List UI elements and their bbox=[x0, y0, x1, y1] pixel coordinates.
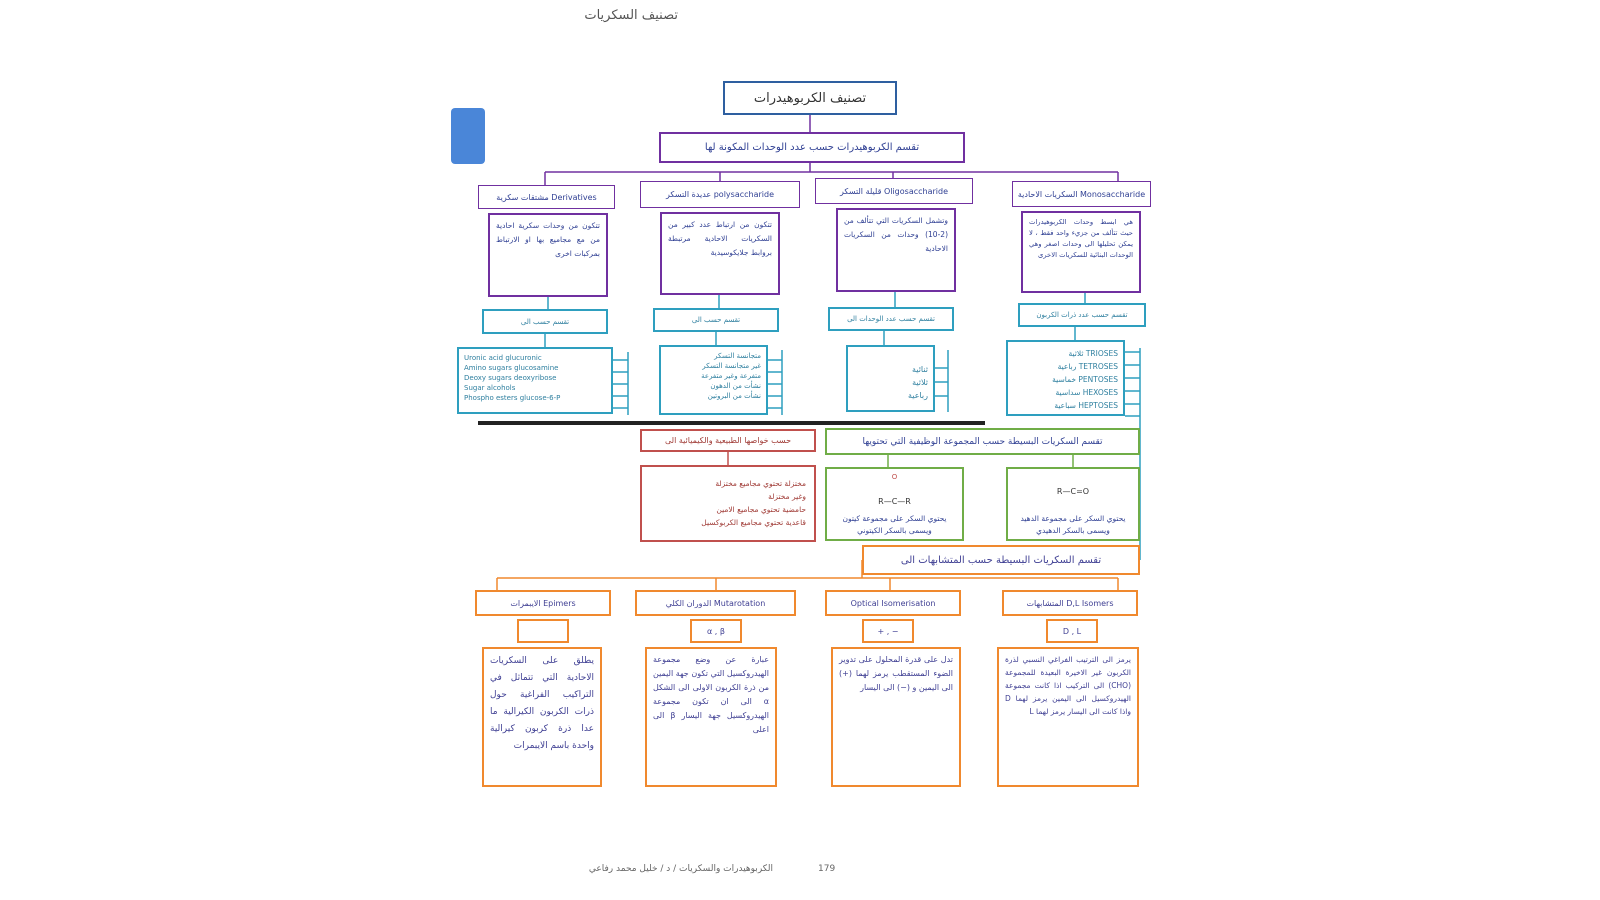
list-item: وغير مختزلة bbox=[768, 492, 806, 501]
category-title-derivatives: Derivatives مشتقات سكرية bbox=[478, 185, 615, 209]
isomer-symbol-epimers bbox=[517, 619, 569, 643]
ketose-desc: يحتوي السكر على مجموعة كيتون ويسمى بالسكر الكيتوني bbox=[842, 514, 947, 535]
list-item: PENTOSES خماسية bbox=[1052, 375, 1118, 384]
blue-tab-marker bbox=[451, 108, 485, 164]
subhead-oligosaccharide: تقسم حسب عدد الوحدات الى bbox=[828, 307, 954, 331]
ketose-formula: R—C—R bbox=[878, 497, 911, 506]
category-desc-monosaccharide: هي ابسط وحدات الكربوهيدرات حيث تتألف من جزيء واحد فقط ، لا يمكن تحليلها الى وحدات اصغر وهي الوحدات البنائية للسكريات الاخرى bbox=[1021, 211, 1141, 293]
category-title-oligosaccharide: Oligosaccharide قليلة التسكر bbox=[815, 178, 973, 204]
list-item: ثنائية bbox=[911, 365, 928, 374]
ketose-oxygen: O bbox=[891, 473, 898, 481]
level1-node: تقسم الكربوهيدرات حسب عدد الوحدات المكونة لها bbox=[659, 132, 965, 163]
list-item: مختزلة تحتوي مجاميع مختزلة bbox=[715, 479, 806, 488]
page-header: تصنيف السكريات bbox=[584, 8, 678, 23]
list-polysaccharide bbox=[659, 345, 768, 415]
list-item: Uronic acid glucuronic bbox=[464, 354, 542, 362]
footer-author: الكربوهيدرات والسكريات / د / خليل محمد رفاعي bbox=[588, 864, 773, 874]
list-item: Phospho esters glucose-6-P bbox=[464, 394, 561, 402]
isomer-desc-optical: تدل على قدرة المحلول على تدوير الضوء المستقطب يرمز لهما (+) الى اليمين و (−) الى اليسار bbox=[831, 647, 961, 787]
isomer-title-mutarotation: Mutarotation الدوران الكلي bbox=[635, 590, 796, 616]
category-desc-polysaccharide: تتكون من ارتباط عدد كبير من السكريات الاحادية مرتبطة بروابط جلايكوسيدية bbox=[660, 212, 780, 295]
list-item: ثلاثية bbox=[912, 378, 928, 387]
subhead-monosaccharide: تقسم حسب عدد ذرات الكربون bbox=[1018, 303, 1146, 327]
page-number: 179 bbox=[818, 864, 836, 874]
list-derivatives bbox=[457, 347, 613, 414]
root-node: تصنيف الكربوهيدرات bbox=[723, 81, 897, 115]
isomer-symbol-optical: + , − bbox=[862, 619, 914, 643]
list-item: قاعدية تحتوي مجاميع الكربوكسيل bbox=[701, 518, 806, 527]
isomer-desc-mutarotation: عبارة عن وضع مجموعة الهيدروكسيل التي تكون جهة اليمين من ذرة الكربون الاولى الى الشكل α الى ان تكون مجموعة الهيدروكسيل جهة اليسار β الى اعلى bbox=[645, 647, 777, 787]
aldose-desc: يحتوي السكر على مجموعة الدهيد ويسمى بالسكر الدهيدي bbox=[1020, 514, 1126, 535]
list-monosaccharide bbox=[1006, 340, 1125, 416]
isomer-title-dl: D,L Isomers المتشابهات bbox=[1002, 590, 1138, 616]
category-title-polysaccharide: polysaccharide عديدة التسكر bbox=[640, 181, 800, 208]
list-oligosaccharide bbox=[846, 345, 935, 412]
aldose-formula: R—C=O bbox=[1056, 487, 1090, 496]
category-desc-oligosaccharide: وتشمل السكريات التي تتألف من (2-10) وحدات من السكريات الاحادية bbox=[836, 208, 956, 292]
ketose-box bbox=[825, 467, 964, 541]
isomer-symbol-dl: D , L bbox=[1046, 619, 1098, 643]
subhead-derivatives: تقسم حسب الى bbox=[482, 309, 608, 334]
list-item: TETROSES رباعية bbox=[1057, 362, 1118, 371]
properties-title: حسب خواصها الطبيعية والكيميائية الى bbox=[640, 429, 816, 452]
list-item: حامضية تحتوي مجاميع الامين bbox=[716, 505, 806, 514]
list-item: TRIOSES ثلاثية bbox=[1068, 349, 1118, 358]
isomers-title: تقسم السكريات البسيطة حسب المتشابهات الى bbox=[862, 545, 1140, 575]
list-item: رباعية bbox=[907, 391, 928, 400]
isomer-desc-epimers: يطلق على السكريات الاحادية التي تتماثل في التراكيب الفراغية حول ذرات الكربون الكيرالية ما عدا ذرة كربون كيرالية واحدة باسم الايبمرات bbox=[482, 647, 602, 787]
list-item: متجانسة التسكر bbox=[714, 352, 761, 360]
list-item: HEPTOSES سباعية bbox=[1054, 401, 1118, 410]
properties-list bbox=[640, 465, 816, 542]
aldose-box bbox=[1006, 467, 1140, 541]
list-item: Sugar alcohols bbox=[464, 384, 516, 392]
list-item: متفرعة وغير متفرعة bbox=[701, 372, 761, 380]
isomer-symbol-mutarotation: α , β bbox=[690, 619, 742, 643]
functional-title: تقسم السكريات البسيطة حسب المجموعة الوظيفية التي تحتويها bbox=[825, 428, 1140, 455]
isomer-desc-dl: يرمز الى الترتيب الفراغي النسبي لذرة الكربون غير الاخيرة البعيدة للمجموعة (CHO) الى التركيب اذا كانت مجموعة الهيدروكسيل الى اليمين يرمز لهما D واذا كانت الى اليسار يرمز لهما L bbox=[997, 647, 1139, 787]
list-item: نشأت من البروتين bbox=[707, 392, 761, 400]
list-item: HEXOSES سداسية bbox=[1055, 388, 1118, 397]
list-item: Deoxy sugars deoxyribose bbox=[464, 374, 557, 382]
list-item: غير متجانسة التسكر bbox=[702, 362, 761, 370]
category-desc-derivatives: تتكون من وحدات سكرية احادية من مع مجاميع بها او الارتباط بمركبات اخرى bbox=[488, 213, 608, 297]
list-item: نشأت من الدهون bbox=[710, 382, 761, 390]
subhead-polysaccharide: تقسم حسب الى bbox=[653, 308, 779, 332]
category-title-monosaccharide: Monosaccharide السكريات الاحادية bbox=[1012, 181, 1151, 207]
list-item: Amino sugars glucosamine bbox=[464, 364, 559, 372]
isomer-title-optical: Optical Isomerisation bbox=[825, 590, 961, 616]
isomer-title-epimers: Epimers الايبمرات bbox=[475, 590, 611, 616]
